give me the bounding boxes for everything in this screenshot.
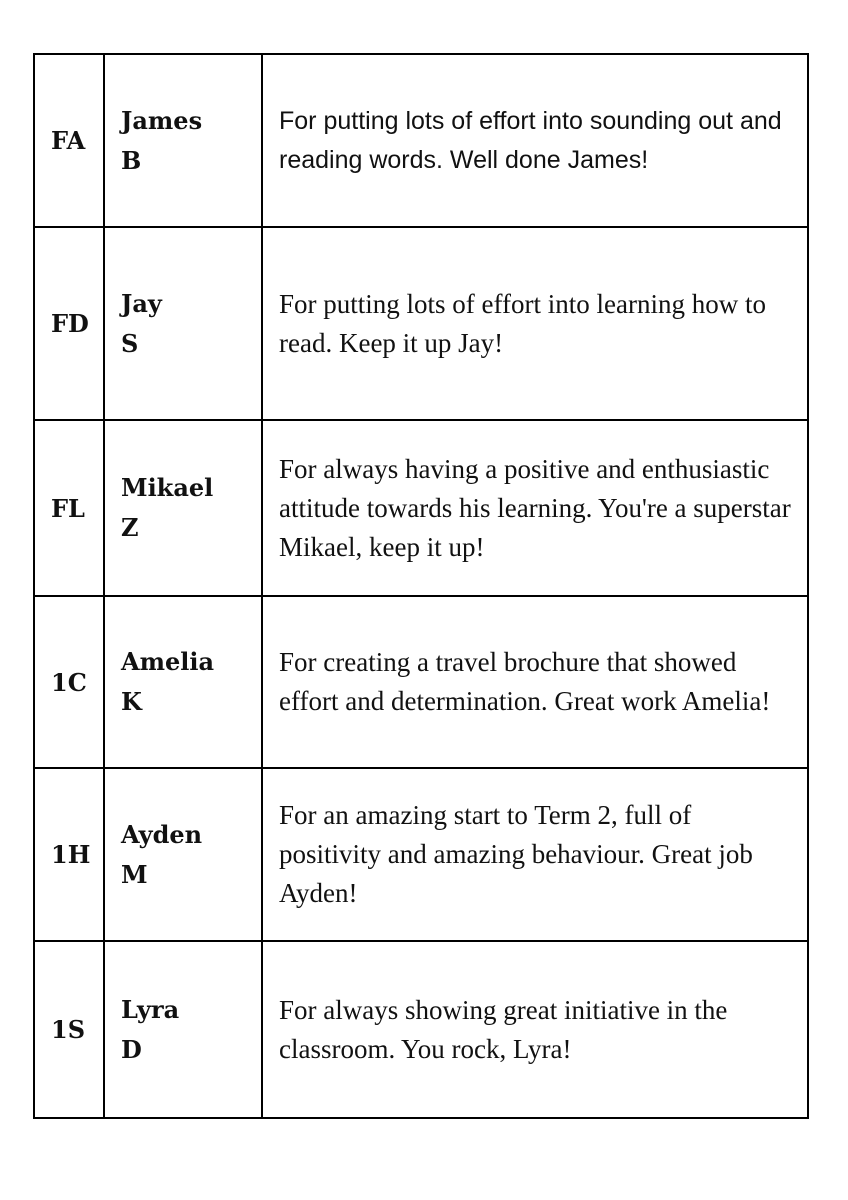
student-initial: K: [121, 687, 142, 716]
student-name: [104, 420, 262, 596]
student-first-name: Jay: [121, 288, 162, 318]
student-first-name: Amelia: [121, 647, 215, 676]
student-name: [104, 596, 262, 768]
student-name: [104, 768, 262, 941]
table-row: [34, 941, 808, 1118]
award-message: For putting lots of effort into learning how to read. Keep it up Jay!: [262, 227, 808, 420]
table-row: [34, 420, 808, 596]
award-message: For always showing great initiative in the classroom. You rock, Lyra!: [262, 941, 808, 1118]
award-message: For creating a travel brochure that showed effort and determination. Great work Amelia!: [262, 596, 808, 768]
class-code: FA: [34, 54, 104, 227]
student-initial: Z: [121, 513, 139, 542]
awards-table: [33, 53, 809, 1119]
student-first-name: James: [121, 105, 203, 135]
table-row: [34, 227, 808, 420]
student-name: [104, 227, 262, 420]
student-first-name: Ayden: [121, 819, 203, 849]
student-initial: S: [121, 328, 139, 358]
class-code: 1H: [34, 768, 104, 941]
class-code: 1C: [34, 596, 104, 768]
award-message: For putting lots of effort into sounding out and reading words. Well done James!: [262, 54, 808, 227]
table-row: [34, 768, 808, 941]
student-initial: B: [121, 145, 142, 175]
class-code: FD: [34, 227, 104, 420]
student-initial: M: [121, 859, 148, 889]
student-first-name: Lyra: [121, 994, 180, 1024]
table-row: [34, 54, 808, 227]
student-name: [104, 54, 262, 227]
student-first-name: Mikael: [121, 473, 214, 502]
student-initial: D: [121, 1034, 142, 1064]
student-name: [104, 941, 262, 1118]
award-message: For an amazing start to Term 2, full of positivity and amazing behaviour. Great job Ayden!: [262, 768, 808, 941]
table-row: [34, 596, 808, 768]
award-message: For always having a positive and enthusiastic attitude towards his learning. You're a superstar Mikael, keep it up!: [262, 420, 808, 596]
class-code: FL: [34, 420, 104, 596]
class-code: 1S: [34, 941, 104, 1118]
